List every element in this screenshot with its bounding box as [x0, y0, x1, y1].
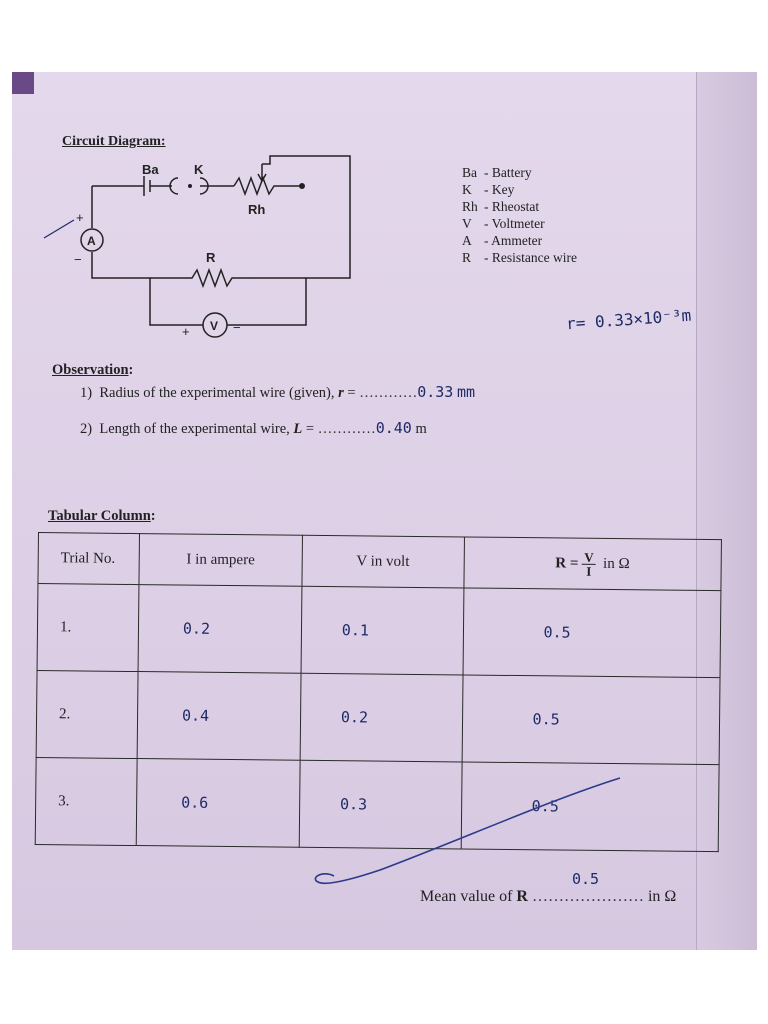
- observation-item-radius: 1) Radius of the experimental wire (given), r = …………0.33 mm: [80, 383, 476, 401]
- table-row: 1. 0.2 0.1 0.5: [37, 584, 721, 678]
- label-r: R: [206, 250, 216, 265]
- length-value: 0.40: [375, 419, 412, 437]
- pen-stroke: [44, 220, 74, 238]
- observation-heading: Observation:: [52, 362, 134, 378]
- legend-item: Rh - Rheostat: [462, 199, 540, 214]
- legend-item: A - Ammeter: [462, 233, 543, 248]
- label-ba: Ba: [142, 162, 159, 177]
- label-plus-a: +: [76, 210, 84, 225]
- handwritten-radius-note: r= 0.33×10⁻³m: [565, 305, 692, 334]
- radius-value: 0.33: [417, 383, 454, 401]
- legend-item: R - Resistance wire: [462, 250, 577, 265]
- legend: [462, 164, 577, 266]
- header-current: I in ampere: [139, 534, 302, 587]
- radius-unit: mm: [456, 383, 476, 401]
- corner-mark: [12, 72, 34, 94]
- circuit-heading: Circuit Diagram:: [62, 134, 166, 149]
- tabular-heading: Tabular Column:: [48, 508, 156, 524]
- mean-value: 0.5: [571, 870, 600, 888]
- length-unit: m: [415, 421, 427, 437]
- table-row: 3. 0.6 0.3 0.5: [35, 757, 719, 851]
- rheostat-contact: [299, 183, 305, 189]
- header-trial: Trial No.: [38, 533, 139, 585]
- table-header-row: [38, 533, 721, 591]
- label-v: V: [210, 319, 219, 333]
- label-minus-a: −: [74, 252, 82, 267]
- fraction-v-over-i: $\frac{V}{I}$: [584, 549, 594, 579]
- label-rh: Rh: [248, 202, 266, 217]
- label-minus-v: −: [233, 320, 241, 335]
- header-voltage: V in volt: [302, 535, 464, 588]
- legend-item: K - Key: [462, 182, 515, 197]
- legend-item: V - Voltmeter: [462, 216, 545, 231]
- label-k: K: [194, 162, 204, 177]
- label-plus-v: +: [182, 324, 190, 339]
- circuit-diagram: [40, 150, 360, 345]
- label-a: A: [87, 234, 96, 248]
- legend-item: Ba - Battery: [462, 165, 532, 180]
- key-dot: [188, 184, 192, 188]
- header-resistance: R = $\frac{V}{I}$ in Ω: [463, 537, 721, 591]
- observation-item-length: 2) Length of the experimental wire, L = …………0.40 m: [80, 419, 427, 437]
- rheostat-zigzag: [234, 178, 302, 194]
- resistor-zigzag: [150, 270, 306, 286]
- mean-value-line: Mean value of R ………………… 0.5 in Ω: [420, 870, 677, 905]
- table-row: 2. 0.4 0.2 0.5: [36, 670, 720, 764]
